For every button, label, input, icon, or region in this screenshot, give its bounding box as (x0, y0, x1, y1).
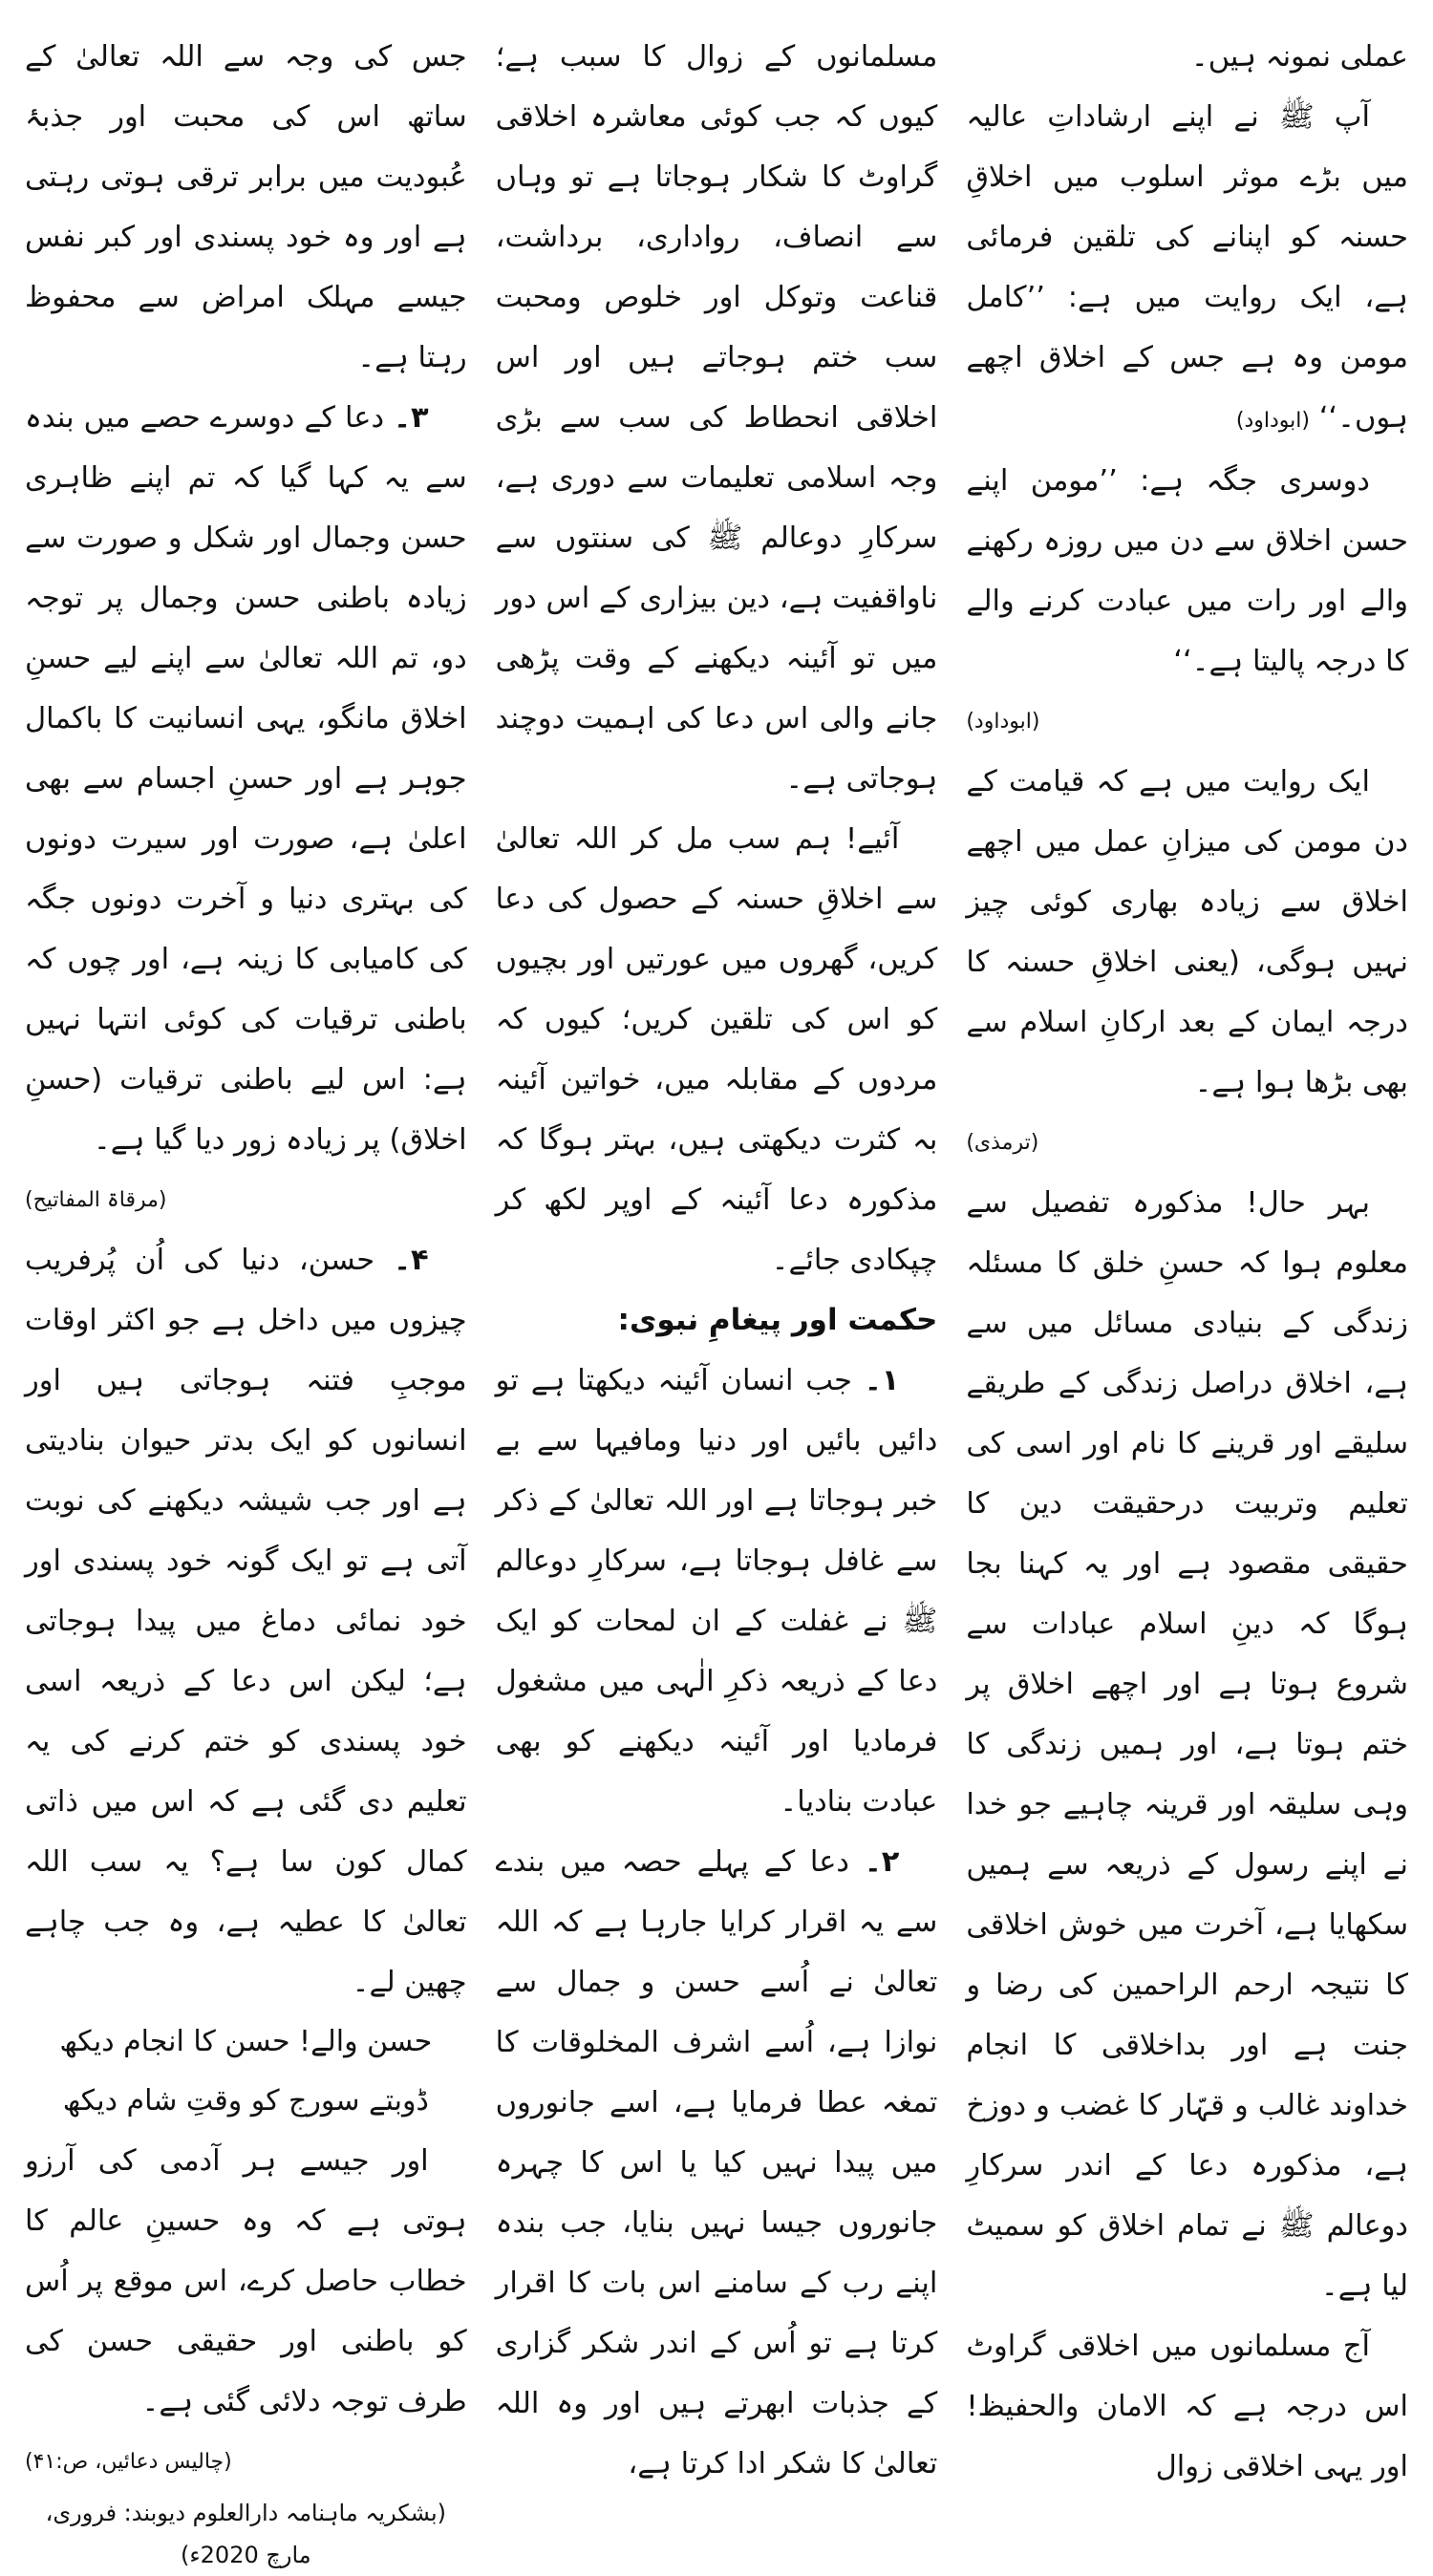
paragraph: دوسری جگہ ہے: ’’مومن اپنے حسن اخلاق سے دن میں روزہ رکھنے والے اور رات میں عبادت کرنے والے کا درجہ پالیتا ہے۔‘‘ (966, 464, 1408, 678)
paragraph: ایک روایت میں ہے کہ قیامت کے دن مومن کی میزانِ عمل میں اچھے اخلاق سے زیادہ بھاری کوئی چیز نہیں ہوگی، (یعنی اخلاقِ حسنہ کا درجہ ایمان کے بعد ارکانِ اسلام سے بھی بڑھا ہوا ہے۔ (966, 765, 1408, 1099)
paragraph: جس کی وجہ سے اللہ تعالیٰ کے ساتھ اس کی محبت اور جذبۂ عُبودیت میں برابر ترقی ہوتی رہتی ہے اور وہ خود پسندی اور کبر نفس جیسے مہلک امراض سے محفوظ رہتا ہے۔ (24, 40, 467, 374)
item-number: ۴۔ (394, 1244, 429, 1277)
paragraph: عملی نمونہ ہیں۔ (1190, 40, 1408, 74)
item-number: ۱۔ (864, 1364, 900, 1397)
column-left (24, 27, 467, 2568)
paragraph-text: حسن، دنیا کی اُن پُرفریب چیزوں میں داخل ہے جو اکثر اوقات موجبِ فتنہ ہوجاتی ہیں اور انسانوں کو ایک بدتر حیوان بنادیتی ہے اور جب شیشہ دیکھنے کی نوبت آتی ہے تو ایک گونہ خود پسندی اور خود نمائی دماغ میں پیدا ہوجاتی ہے؛ لیکن اس دعا کے ذریعہ اسی خود پسندی کو ختم کرنے کی یہ تعلیم دی گئی ہے کہ اس میں ذاتی کمال کون سا ہے؟ یہ سب اللہ تعالیٰ کا عطیہ ہے، وہ جب چاہے چھین لے۔ (24, 1244, 467, 1999)
citation: (ابوداود) (966, 710, 1040, 734)
citation: (چالیس دعائیں، ص:۴۱) (24, 2450, 232, 2474)
paragraph: مسلمانوں کے زوال کا سبب ہے؛ کیوں کہ جب کوئی معاشرہ اخلاقی گراوٹ کا شکار ہوجاتا ہے تو وہاں سے انصاف، رواداری، برداشت، قناعت وتوکل اور خلوص ومحبت سب ختم ہوجاتے ہیں اور اس اخلاقی انحطاط کی سب سے بڑی وجہ اسلامی تعلیمات سے دوری ہے، سرکارِ دوعالم ﷺ کی سنتوں سے ناواقفیت ہے، دین بیزاری کے اس دور میں تو آئینہ دیکھنے کے وقت پڑھی جانے والی اس دعا کی اہمیت دوچند ہوجاتی ہے۔ (495, 40, 938, 796)
citation: (ترمذی) (966, 1131, 1039, 1155)
paragraph: آئیے! ہم سب مل کر اللہ تعالیٰ سے اخلاقِ حسنہ کے حصول کی دعا کریں، گھروں میں عورتیں اور بچیوں کو اس کی تلقین کریں؛ کیوں کہ مردوں کے مقابلہ میں، خواتین آئینہ بہ کثرت دیکھتی ہیں، بہتر ہوگا کہ مذکورہ دعا آئینہ کے اوپر لکھ کر چپکادی جائے۔ (495, 822, 938, 1277)
paragraph-text: آپ ﷺ نے اپنے ارشاداتِ عالیہ میں بڑے موثر اسلوب میں اخلاقِ حسنہ کو اپنانے کی تلقین فرمائی ہے، ایک روایت میں ہے: ’’کامل مومن وہ ہے جس کے اخلاق اچھے ہوں۔‘‘ (966, 100, 1408, 435)
paragraph: اور جیسے ہر آدمی کی آرزو ہوتی ہے کہ وہ حسینِ عالم کا خطاب حاصل کرے، اس موقع پر اُس کو باطنی اور حقیقی حسن کی طرف توجہ دلائی گئی ہے۔ (24, 2144, 467, 2418)
citation: (ابوداود) (1235, 409, 1310, 433)
item-number: ۳۔ (394, 401, 429, 435)
poem-line: ڈوبتے سورج کو وقتِ شام دیکھ (62, 2084, 429, 2118)
numbered-paragraph (25, 388, 467, 1170)
text-columns (24, 27, 1408, 2568)
numbered-paragraph (496, 1351, 938, 1832)
column-middle (495, 27, 938, 2480)
citation: (مرقاۃ المفاتیح) (24, 1188, 167, 1212)
source-credit: (بشکریہ ماہنامہ دارالعلوم دیوبند: فروری، مارچ 2020ء) (45, 2500, 447, 2568)
numbered-paragraph (25, 1230, 467, 2012)
numbered-paragraph (496, 1832, 938, 2494)
paragraph (966, 87, 1408, 451)
paragraph: آج مسلمانوں میں اخلاقی گراوٹ اس درجہ ہے کہ الامان والحفیظ! اور یہی اخلاقی زوال (966, 2330, 1408, 2483)
item-number: ۲۔ (864, 1845, 900, 1879)
paragraph: بہر حال! مذکورہ تفصیل سے معلوم ہوا کہ حسنِ خلق کا مسئلہ زندگی کے بنیادی مسائل میں سے ہے، اخلاق دراصل زندگی کے طریقے سلیقے اور قرینے کا نام اور اسی کی تعلیم وتربیت درحقیقت دین کا حقیقی مقصود ہے اور یہ کہنا بجا ہوگا کہ دینِ اسلام عبادات سے شروع ہوتا ہے اور اچھے اخلاق پر ختم ہوتا ہے، اور ہمیں زندگی کا وہی سلیقہ اور قرینہ چاہیے جو خدا نے اپنے رسول کے ذریعہ سے ہمیں سکھایا ہے، آخرت میں خوش اخلاقی کا نتیجہ ارحم الراحمین کی رضا و جنت ہے اور بداخلاقی کا انجام خداوند غالب و قہّار کا غضب و دوزخ ہے، مذکورہ دعا کے اندر سرکارِ دوعالم ﷺ نے تمام اخلاق کو سمیٹ لیا ہے۔ (966, 1186, 1408, 2303)
paragraph-text: جب انسان آئینہ دیکھتا ہے تو دائیں بائیں اور دنیا ومافیہا سے بے خبر ہوجاتا ہے اور اللہ تعالیٰ کے ذکر سے غافل ہوجاتا ہے، سرکارِ دوعالم ﷺ نے غفلت کے ان لمحات کو ایک دعا کے ذریعہ ذکرِ الٰہی میں مشغول فرمادیا اور آئینہ دیکھنے کو بھی عبادت بنادیا۔ (495, 1364, 938, 1819)
paragraph-text: دعا کے پہلے حصہ میں بندے سے یہ اقرار کرایا جارہا ہے کہ اللہ تعالیٰ نے اُسے حسن و جمال سے نوازا ہے، اُسے اشرف المخلوقات کا تمغہ عطا فرمایا ہے، اسے جانوروں میں پیدا نہیں کیا یا اس کا چہرہ جانوروں جیسا نہیں بنایا، جب بندہ اپنے رب کے سامنے اس بات کا اقرار کرتا ہے تو اُس کے اندر شکر گزاری کے جذبات ابھرتے ہیں اور وہ اللہ تعالیٰ کا شکر ادا کرتا ہے، (495, 1845, 938, 2480)
poem-line: حسن والے! حسن کا انجام دیکھ (59, 2025, 433, 2058)
paragraph-text: دعا کے دوسرے حصے میں بندہ سے یہ کہا گیا کہ تم اپنے ظاہری حسن وجمال اور شکل و صورت سے زیادہ باطنی حسن وجمال پر توجہ دو، تم اللہ تعالیٰ سے اپنے لیے حسنِ اخلاق مانگو، یہی انسانیت کا باکمال جوہر ہے اور حسنِ اجسام سے بھی اعلیٰ ہے، صورت اور سیرت دونوں کی بہتری دنیا و آخرت دونوں جگہ کی کامیابی کا زینہ ہے، اور چوں کہ باطنی ترقیات کی کوئی انتہا نہیں ہے: اس لیے باطنی ترقیات (حسنِ اخلاق) پر زیادہ زور دیا گیا ہے۔ (24, 401, 467, 1157)
section-heading: حکمت اور پیغامِ نبوی: (617, 1303, 938, 1337)
column-right (966, 27, 1408, 2483)
